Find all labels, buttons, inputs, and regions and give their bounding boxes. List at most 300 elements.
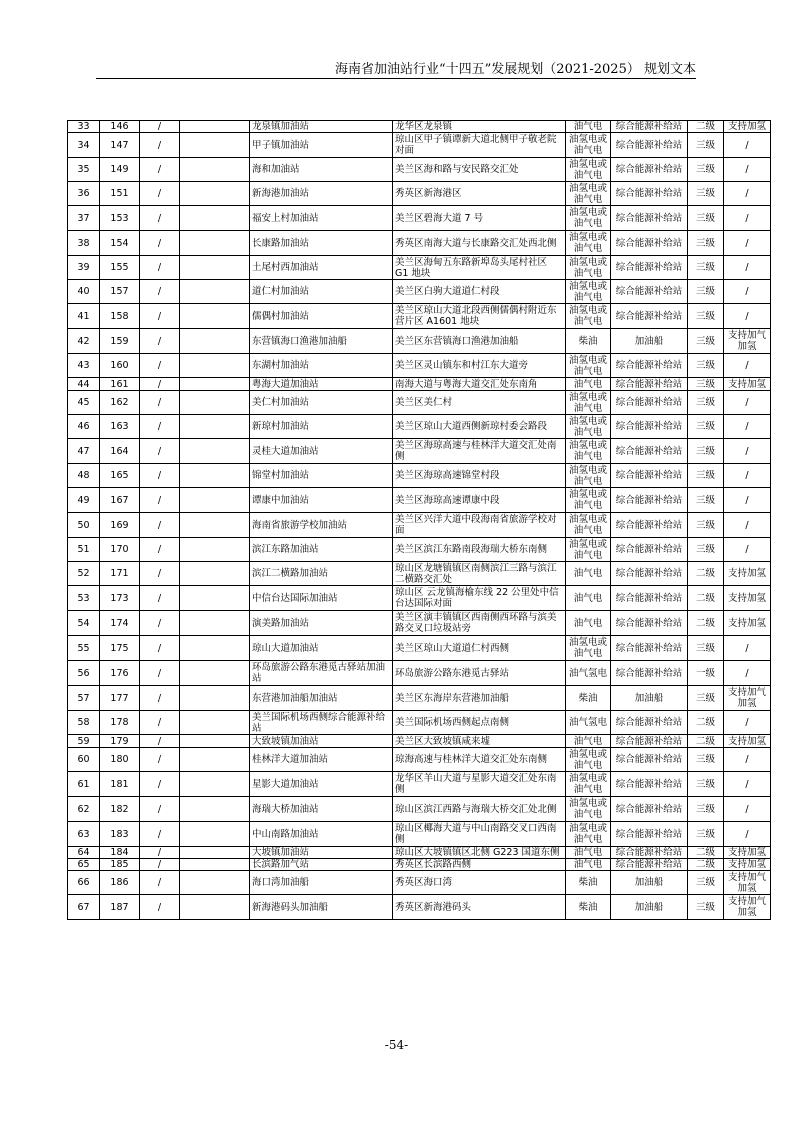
empty-cell [180, 822, 250, 847]
station-location: 龙华区龙泉镇 [393, 121, 566, 133]
station-type: 综合能源补给站 [611, 121, 688, 133]
mark-cell: / [140, 859, 180, 871]
station-level: 三级 [688, 329, 724, 354]
station-type: 综合能源补给站 [611, 611, 688, 636]
station-level: 三级 [688, 182, 724, 206]
fuel-type: 油氢电或油气电 [566, 206, 611, 231]
station-type: 综合能源补给站 [611, 661, 688, 686]
row-number: 33 [68, 121, 100, 133]
station-note: 支持加氢 [724, 735, 771, 748]
station-type: 综合能源补给站 [611, 158, 688, 182]
station-note: / [724, 304, 771, 329]
fuel-type: 油氢电或油气电 [566, 822, 611, 847]
table-row [68, 847, 771, 859]
station-location: 琼山区大坡镇镇区北侧 G223 国道东侧 [393, 847, 566, 859]
station-name: 海口湾加油船 [250, 871, 393, 895]
fuel-type: 油气氢电 [566, 661, 611, 686]
station-note: / [724, 772, 771, 797]
row-number: 56 [68, 661, 100, 686]
station-type: 综合能源补给站 [611, 391, 688, 415]
table-row [68, 611, 771, 636]
station-note: 支持加气加氢 [724, 329, 771, 354]
station-name: 东湖村加油站 [250, 354, 393, 378]
table-row [68, 415, 771, 439]
station-name: 谭康中加油站 [250, 488, 393, 513]
row-number: 60 [68, 748, 100, 772]
station-name: 灵桂大道加油站 [250, 439, 393, 464]
fuel-type: 油氢电或油气电 [566, 182, 611, 206]
mark-cell: / [140, 822, 180, 847]
station-note: / [724, 488, 771, 513]
fuel-type: 油氢电或油气电 [566, 488, 611, 513]
station-note: / [724, 280, 771, 304]
station-level: 三级 [688, 256, 724, 280]
station-id: 147 [100, 133, 140, 158]
station-location: 美兰区琼山大道道仁村西侧 [393, 636, 566, 661]
station-table [67, 120, 771, 920]
station-location: 美兰区海和路与安民路交汇处 [393, 158, 566, 182]
table-row [68, 464, 771, 488]
station-id: 157 [100, 280, 140, 304]
station-id: 183 [100, 822, 140, 847]
empty-cell [180, 636, 250, 661]
row-number: 61 [68, 772, 100, 797]
station-level: 三级 [688, 895, 724, 920]
station-level: 三级 [688, 354, 724, 378]
mark-cell: / [140, 686, 180, 711]
mark-cell: / [140, 711, 180, 735]
station-type: 综合能源补给站 [611, 847, 688, 859]
mark-cell: / [140, 748, 180, 772]
station-type: 综合能源补给站 [611, 378, 688, 391]
station-location: 美兰区碧海大道 7 号 [393, 206, 566, 231]
empty-cell [180, 797, 250, 822]
table-row [68, 391, 771, 415]
fuel-type: 油氢电或油气电 [566, 354, 611, 378]
station-id: 173 [100, 586, 140, 611]
table-row [68, 513, 771, 538]
table-row [68, 182, 771, 206]
mark-cell: / [140, 354, 180, 378]
station-id: 170 [100, 538, 140, 562]
station-note: / [724, 464, 771, 488]
fuel-type: 油氢电或油气电 [566, 748, 611, 772]
fuel-type: 油气电 [566, 378, 611, 391]
station-level: 三级 [688, 231, 724, 256]
fuel-type: 油氢电或油气电 [566, 280, 611, 304]
station-location: 秀英区长滨路西侧 [393, 859, 566, 871]
table-row [68, 661, 771, 686]
station-note: / [724, 636, 771, 661]
station-note: / [724, 158, 771, 182]
empty-cell [180, 464, 250, 488]
station-type: 综合能源补给站 [611, 439, 688, 464]
station-id: 164 [100, 439, 140, 464]
row-number: 52 [68, 562, 100, 586]
fuel-type: 油气电 [566, 611, 611, 636]
mark-cell: / [140, 280, 180, 304]
table-row [68, 586, 771, 611]
station-location: 美兰区演丰镇镇区西南侧西环路与滨美路交叉口垃圾站旁 [393, 611, 566, 636]
row-number: 47 [68, 439, 100, 464]
station-name: 新海港加油站 [250, 182, 393, 206]
row-number: 55 [68, 636, 100, 661]
station-location: 美兰区东营镇海口渔港加油船 [393, 329, 566, 354]
station-level: 三级 [688, 636, 724, 661]
station-location: 美兰区海琼高速与桂林洋大道交汇处南侧 [393, 439, 566, 464]
mark-cell: / [140, 256, 180, 280]
station-note: / [724, 711, 771, 735]
station-id: 182 [100, 797, 140, 822]
station-note: 支持加氢 [724, 611, 771, 636]
station-level: 二级 [688, 847, 724, 859]
mark-cell: / [140, 636, 180, 661]
station-level: 三级 [688, 206, 724, 231]
station-location: 琼海高速与桂林洋大道交汇处东南侧 [393, 748, 566, 772]
table-row [68, 735, 771, 748]
station-type: 综合能源补给站 [611, 735, 688, 748]
station-note: 支持加气加氢 [724, 895, 771, 920]
station-note: / [724, 822, 771, 847]
fuel-type: 油气电 [566, 562, 611, 586]
station-id: 149 [100, 158, 140, 182]
row-number: 67 [68, 895, 100, 920]
station-id: 151 [100, 182, 140, 206]
row-number: 45 [68, 391, 100, 415]
station-name: 海和加油站 [250, 158, 393, 182]
mark-cell: / [140, 586, 180, 611]
empty-cell [180, 847, 250, 859]
row-number: 42 [68, 329, 100, 354]
station-id: 169 [100, 513, 140, 538]
fuel-type: 油氢电或油气电 [566, 538, 611, 562]
station-location: 美兰区海琼高速谭康中段 [393, 488, 566, 513]
station-id: 171 [100, 562, 140, 586]
station-name: 东营镇海口渔港加油船 [250, 329, 393, 354]
empty-cell [180, 538, 250, 562]
station-id: 160 [100, 354, 140, 378]
mark-cell: / [140, 847, 180, 859]
station-level: 三级 [688, 797, 724, 822]
station-type: 综合能源补给站 [611, 513, 688, 538]
table-row [68, 711, 771, 735]
station-type: 加油船 [611, 686, 688, 711]
station-type: 加油船 [611, 871, 688, 895]
fuel-type: 油气电 [566, 586, 611, 611]
station-location: 美兰区东海岸东营港加油船 [393, 686, 566, 711]
station-type: 综合能源补给站 [611, 586, 688, 611]
station-id: 167 [100, 488, 140, 513]
station-note: 支持加气加氢 [724, 686, 771, 711]
empty-cell [180, 354, 250, 378]
station-location: 美兰区琼山大道北段西侧儒偶村附近东营片区 A1601 地块 [393, 304, 566, 329]
station-level: 二级 [688, 586, 724, 611]
table-row [68, 895, 771, 920]
station-location: 美兰区海甸五东路新埠岛头尾村社区 G1 地块 [393, 256, 566, 280]
station-level: 二级 [688, 859, 724, 871]
station-id: 163 [100, 415, 140, 439]
station-level: 三级 [688, 280, 724, 304]
mark-cell: / [140, 562, 180, 586]
station-note: / [724, 439, 771, 464]
row-number: 64 [68, 847, 100, 859]
station-location: 琼山区滨江西路与海瑞大桥交汇处北侧 [393, 797, 566, 822]
station-note: / [724, 661, 771, 686]
row-number: 35 [68, 158, 100, 182]
station-level: 三级 [688, 748, 724, 772]
row-number: 51 [68, 538, 100, 562]
fuel-type: 油氢电或油气电 [566, 464, 611, 488]
table-row [68, 686, 771, 711]
station-name: 演美路加油站 [250, 611, 393, 636]
station-location: 琼山区甲子镇谭新大道北侧甲子敬老院对面 [393, 133, 566, 158]
table-row [68, 636, 771, 661]
table-row [68, 304, 771, 329]
mark-cell: / [140, 895, 180, 920]
station-name: 大致坡镇加油站 [250, 735, 393, 748]
table-row [68, 439, 771, 464]
station-id: 180 [100, 748, 140, 772]
station-level: 三级 [688, 378, 724, 391]
station-level: 三级 [688, 871, 724, 895]
mark-cell: / [140, 182, 180, 206]
station-type: 综合能源补给站 [611, 859, 688, 871]
row-number: 46 [68, 415, 100, 439]
station-level: 三级 [688, 391, 724, 415]
station-id: 158 [100, 304, 140, 329]
table-row [68, 206, 771, 231]
row-number: 48 [68, 464, 100, 488]
table-row [68, 488, 771, 513]
station-location: 美兰国际机场西侧起点南侧 [393, 711, 566, 735]
station-type: 综合能源补给站 [611, 797, 688, 822]
row-number: 54 [68, 611, 100, 636]
mark-cell: / [140, 415, 180, 439]
station-name: 新琼村加油站 [250, 415, 393, 439]
station-id: 162 [100, 391, 140, 415]
fuel-type: 油氢电或油气电 [566, 439, 611, 464]
station-note: 支持加氢 [724, 562, 771, 586]
table-row [68, 871, 771, 895]
mark-cell: / [140, 231, 180, 256]
row-number: 37 [68, 206, 100, 231]
station-location: 美兰区灵山镇东和村江东大道旁 [393, 354, 566, 378]
station-type: 加油船 [611, 329, 688, 354]
mark-cell: / [140, 488, 180, 513]
station-id: 155 [100, 256, 140, 280]
station-level: 二级 [688, 121, 724, 133]
station-type: 综合能源补给站 [611, 231, 688, 256]
station-level: 二级 [688, 735, 724, 748]
station-name: 滨江二横路加油站 [250, 562, 393, 586]
station-id: 176 [100, 661, 140, 686]
station-name: 琼山大道加油站 [250, 636, 393, 661]
mark-cell: / [140, 133, 180, 158]
station-note: 支持加气加氢 [724, 871, 771, 895]
row-number: 58 [68, 711, 100, 735]
station-note: 支持加氢 [724, 859, 771, 871]
station-id: 181 [100, 772, 140, 797]
row-number: 62 [68, 797, 100, 822]
station-level: 三级 [688, 439, 724, 464]
station-type: 综合能源补给站 [611, 636, 688, 661]
station-name: 长康路加油站 [250, 231, 393, 256]
station-name: 环岛旅游公路东港觅古驿站加油站 [250, 661, 393, 686]
station-note: / [724, 354, 771, 378]
station-note: / [724, 391, 771, 415]
station-note: / [724, 415, 771, 439]
station-type: 综合能源补给站 [611, 464, 688, 488]
table-row [68, 859, 771, 871]
fuel-type: 油气电 [566, 859, 611, 871]
row-number: 39 [68, 256, 100, 280]
station-type: 综合能源补给站 [611, 562, 688, 586]
fuel-type: 油氢电或油气电 [566, 391, 611, 415]
empty-cell [180, 859, 250, 871]
row-number: 59 [68, 735, 100, 748]
empty-cell [180, 329, 250, 354]
empty-cell [180, 439, 250, 464]
station-level: 三级 [688, 304, 724, 329]
fuel-type: 油气电 [566, 847, 611, 859]
station-level: 三级 [688, 538, 724, 562]
station-type: 综合能源补给站 [611, 415, 688, 439]
station-location: 南海大道与粤海大道交汇处东南角 [393, 378, 566, 391]
station-id: 174 [100, 611, 140, 636]
mark-cell: / [140, 611, 180, 636]
fuel-type: 油氢电或油气电 [566, 158, 611, 182]
empty-cell [180, 280, 250, 304]
station-level: 三级 [688, 415, 724, 439]
table-row [68, 133, 771, 158]
fuel-type: 油氢电或油气电 [566, 256, 611, 280]
station-name: 中山南路加油站 [250, 822, 393, 847]
empty-cell [180, 488, 250, 513]
station-level: 三级 [688, 686, 724, 711]
table-row [68, 822, 771, 847]
empty-cell [180, 158, 250, 182]
station-name: 桂林洋大道加油站 [250, 748, 393, 772]
station-name: 道仁村加油站 [250, 280, 393, 304]
table-row [68, 121, 771, 133]
station-type: 综合能源补给站 [611, 772, 688, 797]
mark-cell: / [140, 735, 180, 748]
page-header: 海南省加油站行业“十四五”发展规划（2021-2025） 规划文本 [335, 62, 696, 77]
table-row [68, 772, 771, 797]
station-id: 146 [100, 121, 140, 133]
mark-cell: / [140, 464, 180, 488]
station-name: 中信台达国际加油站 [250, 586, 393, 611]
station-id: 177 [100, 686, 140, 711]
table-row [68, 158, 771, 182]
station-note: / [724, 256, 771, 280]
mark-cell: / [140, 206, 180, 231]
empty-cell [180, 686, 250, 711]
station-type: 综合能源补给站 [611, 354, 688, 378]
table-row [68, 748, 771, 772]
station-note: / [724, 513, 771, 538]
station-id: 187 [100, 895, 140, 920]
station-location: 美兰区滨江东路南段海瑞大桥东南侧 [393, 538, 566, 562]
station-id: 153 [100, 206, 140, 231]
empty-cell [180, 256, 250, 280]
row-number: 43 [68, 354, 100, 378]
station-level: 三级 [688, 158, 724, 182]
station-type: 综合能源补给站 [611, 256, 688, 280]
row-number: 50 [68, 513, 100, 538]
station-location: 秀英区新海港区 [393, 182, 566, 206]
empty-cell [180, 562, 250, 586]
station-location: 环岛旅游公路东港觅古驿站 [393, 661, 566, 686]
station-location: 美兰区白驹大道道仁村段 [393, 280, 566, 304]
mark-cell: / [140, 513, 180, 538]
empty-cell [180, 304, 250, 329]
station-note: / [724, 748, 771, 772]
station-type: 综合能源补给站 [611, 748, 688, 772]
station-level: 三级 [688, 488, 724, 513]
mark-cell: / [140, 329, 180, 354]
station-name: 福安上村加油站 [250, 206, 393, 231]
station-location: 美兰区兴洋大道中段海南省旅游学校对面 [393, 513, 566, 538]
station-name: 大坡镇加油站 [250, 847, 393, 859]
station-id: 185 [100, 859, 140, 871]
station-id: 159 [100, 329, 140, 354]
station-name: 龙泉镇加油站 [250, 121, 393, 133]
mark-cell: / [140, 538, 180, 562]
station-note: 支持加氢 [724, 586, 771, 611]
fuel-type: 油氢电或油气电 [566, 772, 611, 797]
station-id: 154 [100, 231, 140, 256]
row-number: 66 [68, 871, 100, 895]
row-number: 57 [68, 686, 100, 711]
row-number: 40 [68, 280, 100, 304]
station-location: 琼山区龙塘镇镇区南侧滨江三路与滨江二横路交汇处 [393, 562, 566, 586]
station-note: / [724, 797, 771, 822]
empty-cell [180, 231, 250, 256]
station-location: 秀英区新海港码头 [393, 895, 566, 920]
station-id: 179 [100, 735, 140, 748]
fuel-type: 油氢电或油气电 [566, 513, 611, 538]
station-note: 支持加氢 [724, 121, 771, 133]
station-location: 琼山区椰海大道与中山南路交叉口西南侧 [393, 822, 566, 847]
row-number: 49 [68, 488, 100, 513]
station-type: 综合能源补给站 [611, 182, 688, 206]
empty-cell [180, 661, 250, 686]
station-location: 美兰区大致坡镇咸来墟 [393, 735, 566, 748]
station-id: 165 [100, 464, 140, 488]
row-number: 63 [68, 822, 100, 847]
table-body [68, 121, 771, 920]
fuel-type: 油氢电或油气电 [566, 304, 611, 329]
station-name: 海瑞大桥加油站 [250, 797, 393, 822]
mark-cell: / [140, 439, 180, 464]
station-level: 二级 [688, 562, 724, 586]
station-level: 三级 [688, 822, 724, 847]
station-note: 支持加氢 [724, 847, 771, 859]
empty-cell [180, 121, 250, 133]
empty-cell [180, 586, 250, 611]
station-name: 儒偶村加油站 [250, 304, 393, 329]
empty-cell [180, 133, 250, 158]
station-level: 二级 [688, 611, 724, 636]
empty-cell [180, 415, 250, 439]
fuel-type: 柴油 [566, 871, 611, 895]
station-level: 一级 [688, 661, 724, 686]
station-level: 三级 [688, 464, 724, 488]
mark-cell: / [140, 772, 180, 797]
page-number: -54- [384, 1038, 409, 1052]
station-name: 东营港加油船加油站 [250, 686, 393, 711]
